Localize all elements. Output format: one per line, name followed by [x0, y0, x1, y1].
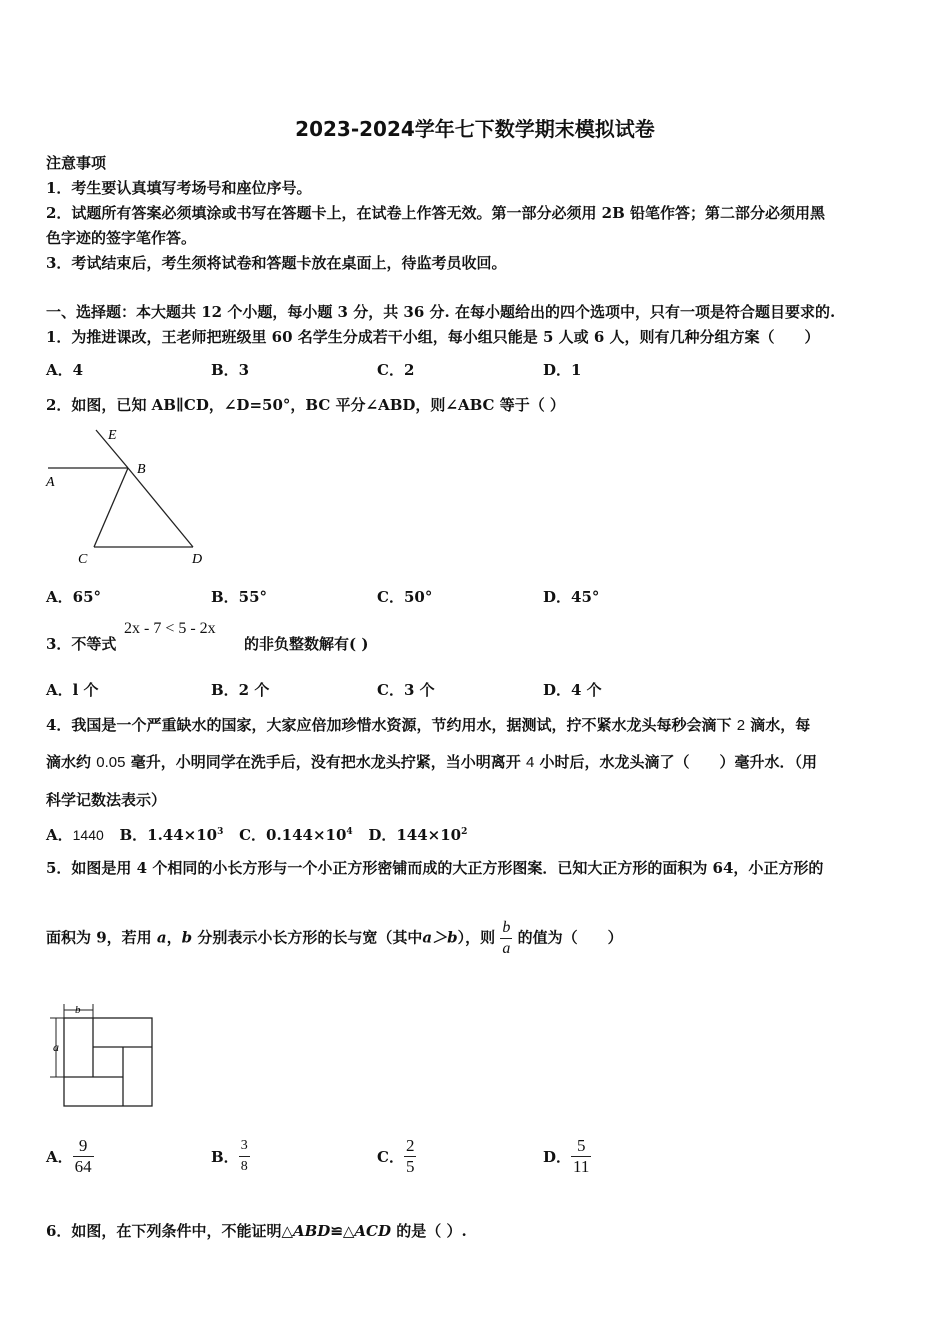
notice-item: 色字迹的签字笔作答。	[46, 229, 197, 247]
q2-option-c: C．50°	[377, 588, 433, 606]
q2-option-b: B．55°	[211, 588, 268, 606]
notice-item: 2．试题所有答案必须填涂或书写在答题卡上，在试卷上作答无效。第一部分必须用 2B 铅笔作答；第二部分必须用黑	[46, 204, 826, 222]
q4-option-b: B．$1.44\times 10^3$	[119, 826, 224, 844]
label-A: A	[46, 475, 55, 490]
q1-option-b: B．3	[211, 361, 250, 379]
q5-figure	[44, 1000, 159, 1112]
section-heading: 一、选择题：本大题共 12 个小题，每小题 3 分，共 36 分. 在每小题给出的四个选项中，只有一项是符合题目要求的.	[46, 303, 836, 321]
q4-options	[46, 822, 467, 845]
question-4-line3: 科学记数法表示）	[46, 791, 167, 809]
q3-option-b: B．2 个	[211, 681, 270, 699]
q5-option-b: B． $\frac{3}{8}$	[211, 1136, 250, 1177]
q2-option-a: A．65°	[46, 588, 102, 606]
label-D: D	[192, 552, 203, 567]
notice-heading: 注意事项	[46, 154, 107, 172]
q1-option-a: A．4	[46, 361, 84, 379]
question-5-line2: 面积为 9，若用 a，b 分别表示小长方形的长与宽（其中a＞b），则 $\frac{b}{a}$ 的值为（ ）	[46, 919, 623, 957]
q1-option-d: D．1	[543, 361, 582, 379]
label-E: E	[108, 428, 117, 443]
q1-option-c: C．2	[377, 361, 415, 379]
notice-item: 1．考生要认真填写考场号和座位序号。	[46, 179, 312, 197]
q2-figure	[44, 420, 209, 570]
q2-option-d: D．45°	[543, 588, 600, 606]
question-3-pre: 3．不等式	[46, 635, 117, 653]
q4-option-c: C．$0.144\times 10^4$	[239, 826, 353, 844]
q3-option-c: C．3 个	[377, 681, 435, 699]
label-b: b	[75, 1004, 81, 1016]
page-title: 2023-2024学年七下数学期末模拟试卷	[295, 117, 655, 141]
q4-option-d: D．$144\times 10^2$	[368, 826, 468, 844]
q5-option-a: A． $\frac{9}{64}$	[46, 1136, 92, 1176]
label-C: C	[78, 552, 88, 567]
question-4-line2: 滴水约 0.05 毫升，小明同学在洗手后，没有把水龙头拧紧，当小明离开 4 小时后，水龙头滴了（ ）毫升水．（用	[46, 753, 818, 771]
q3-inequality: 2x - 7 < 5 - 2x	[124, 620, 216, 637]
question-3-post: 的非负整数解有( )	[244, 635, 369, 653]
question-4-line1: 4．我国是一个严重缺水的国家，大家应倍加珍惜水资源，节约用水，据测试，拧不紧水龙头每秒会滴下 2 滴水，每	[46, 716, 811, 734]
question-5-line1: 5．如图是用 4 个相同的小长方形与一个小正方形密铺而成的大正方形图案．已知大正方形的面积为 64，小正方形的	[46, 859, 824, 877]
question-2-stem: 2．如图，已知 AB∥CD，∠D=50°，BC 平分∠ABD，则∠ABC 等于（ ）	[46, 396, 565, 414]
label-B: B	[137, 462, 146, 477]
question-6-stem: 6．如图，在下列条件中，不能证明△ABD≌△ACD 的是（ ）.	[46, 1222, 467, 1240]
question-1-stem: 1．为推进课改，王老师把班级里 60 名学生分成若干小组，每小组只能是 5 人或 6 人，则有几种分组方案（ ）	[46, 328, 820, 346]
q5-option-d: D． $\frac{5}{11}$	[543, 1136, 590, 1176]
q4-option-a: A．1440	[46, 826, 104, 844]
q5-option-c: C． $\frac{2}{5}$	[377, 1136, 415, 1176]
label-a: a	[53, 1040, 59, 1054]
b-over-a-fraction: $\frac{b}{a}$	[502, 919, 511, 957]
q3-option-d: D．4 个	[543, 681, 602, 699]
notice-item: 3．考试结束后，考生须将试卷和答题卡放在桌面上，待监考员收回。	[46, 254, 507, 272]
q3-option-a: A．l 个	[46, 681, 99, 699]
